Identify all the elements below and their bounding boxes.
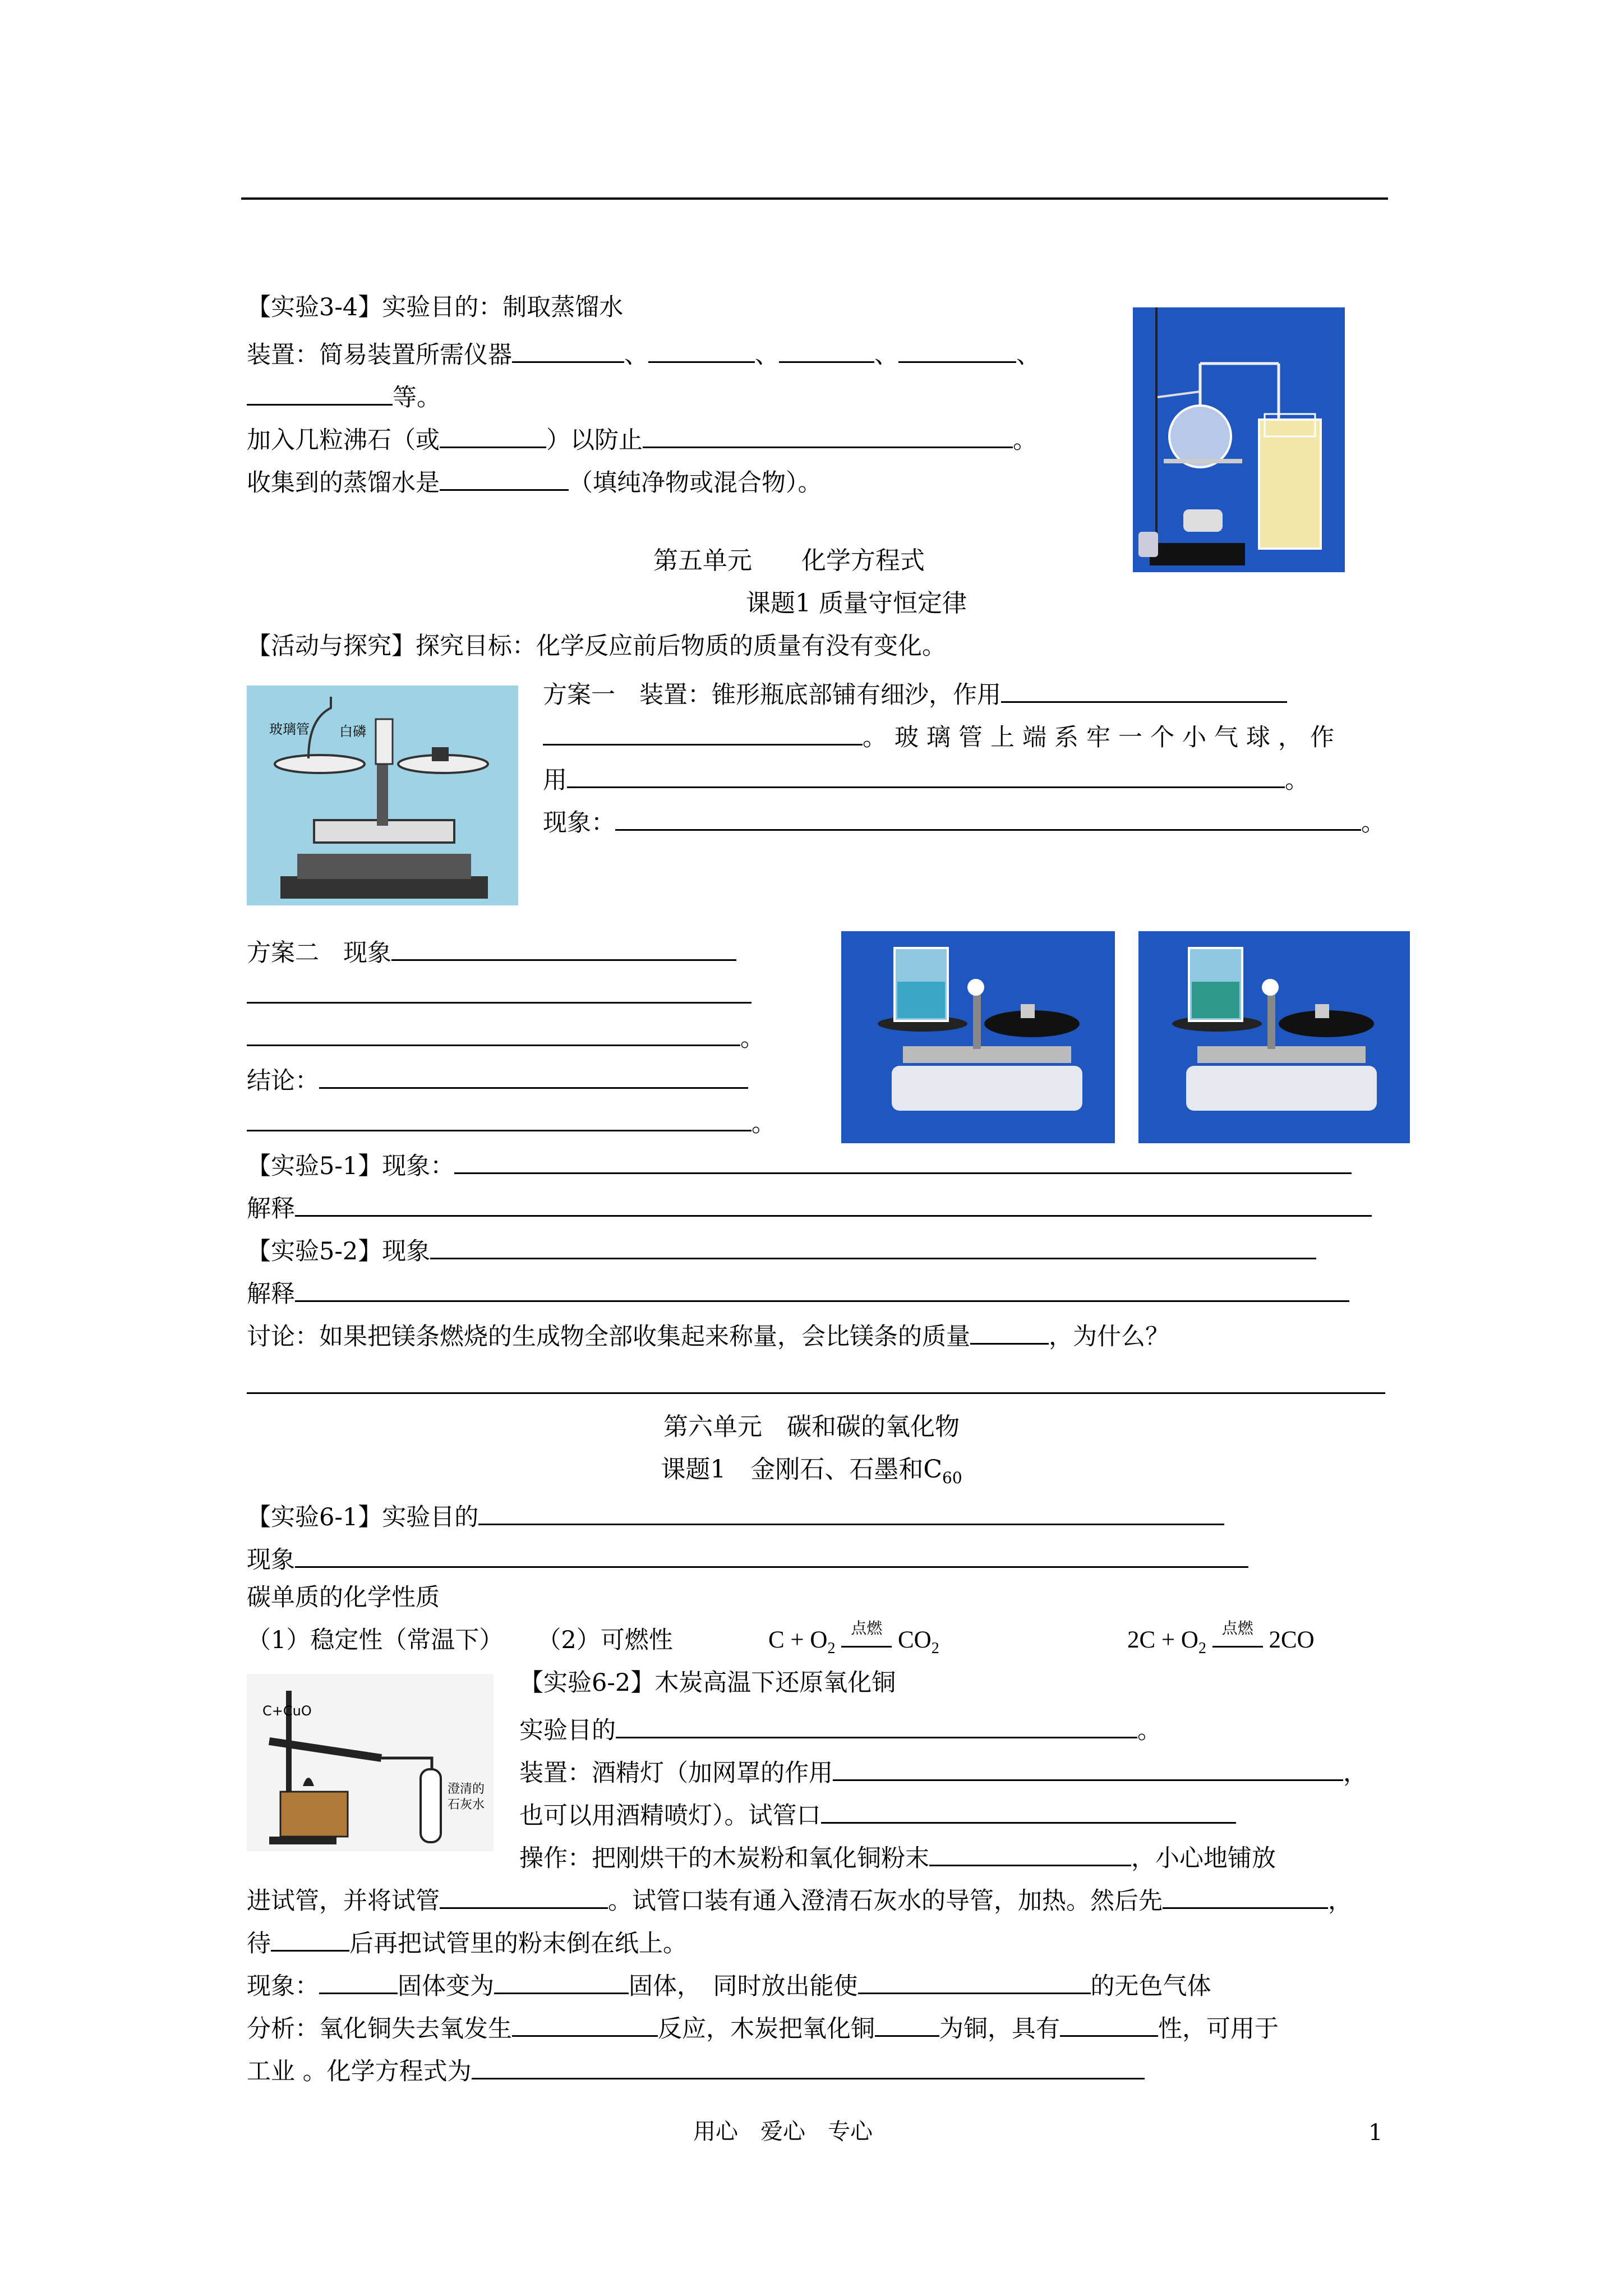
blank[interactable]: [271, 1922, 349, 1952]
blank[interactable]: [929, 1837, 1131, 1866]
exp62-op3: 待 后再把试管里的粉末倒在纸上。: [247, 1922, 687, 1961]
blank[interactable]: [616, 1709, 1137, 1738]
unit5-activity: 【活动与探究】探究目标：化学反应前后物质的质量有没有变化。: [247, 632, 946, 660]
blank[interactable]: [567, 758, 1285, 788]
plan2-line2: [247, 974, 751, 1013]
blank[interactable]: [833, 1751, 1343, 1781]
discussion-line: 讨论：如果把镁条燃烧的生成物全部收集起来称量，会比镁条的质量 ，为什么？: [247, 1315, 1169, 1354]
blank[interactable]: [1001, 673, 1287, 703]
exp62-equation: 工业 。化学方程式为: [247, 2050, 1145, 2088]
fig-label-cuo: C+CuO: [262, 1703, 312, 1719]
blank[interactable]: [821, 1794, 1236, 1824]
exp34-line4: 加入几粒沸石（或 ）以防止 。: [247, 418, 1037, 457]
blank[interactable]: [440, 461, 569, 491]
blank[interactable]: [1163, 1879, 1328, 1909]
header-rule: [241, 197, 1388, 200]
exp62-purpose: 实验目的 。: [519, 1709, 1161, 1747]
blank[interactable]: [247, 974, 751, 1004]
blank[interactable]: [319, 1059, 748, 1089]
blank[interactable]: [615, 801, 1361, 831]
blank[interactable]: [779, 333, 874, 363]
plan2-line5: 。: [247, 1102, 776, 1140]
exp51-line: 【实验5-1】现象：: [247, 1144, 1352, 1183]
blank[interactable]: [970, 1315, 1049, 1345]
blank[interactable]: [512, 2007, 658, 2037]
plan1-line1: 方案一 装置：锥形瓶底部铺有细沙，作用: [543, 673, 1287, 712]
condition-ignite: 点燃: [1212, 1630, 1263, 1648]
page-number: 1: [1368, 2120, 1383, 2146]
blank[interactable]: [543, 716, 863, 746]
blank[interactable]: [472, 2050, 1145, 2079]
blank[interactable]: [440, 418, 546, 448]
plan2-line1: 方案二 现象: [247, 931, 736, 970]
balance-photo-before: [841, 931, 1115, 1143]
unit6-title: 第六单元 碳和碳的氧化物: [663, 1412, 960, 1441]
exp62-title: 【实验6-2】木炭高温下还原氧化铜: [519, 1669, 896, 1697]
chem-props-heading: 碳单质的化学性质: [247, 1584, 440, 1612]
blank[interactable]: [295, 1272, 1349, 1302]
fig-label-lime: 澄清的石灰水: [448, 1782, 485, 1812]
exp34-line1: 【实验3-4】实验目的：制取蒸馏水: [247, 293, 624, 321]
blank[interactable]: [430, 1230, 1316, 1259]
exp51-explain: 解释: [247, 1187, 1372, 1226]
blank[interactable]: [478, 1496, 1224, 1525]
exp62-op2: 进试管，并将试管 。试管口装有通入澄清石灰水的导管，加热。然后先 ，: [247, 1879, 1352, 1918]
plan1-line2: 。玻璃管上端系牢一个小气球，作: [543, 716, 1342, 754]
exp62-phenomenon: 现象： 固体变为 固体， 同时放出能使 的无色气体: [247, 1964, 1211, 2003]
blank[interactable]: [440, 1879, 608, 1909]
blank[interactable]: [391, 931, 736, 961]
distillation-photo: [1133, 307, 1345, 572]
exp62-device: 装置：酒精灯（加网罩的作用 ，: [519, 1751, 1367, 1790]
blank[interactable]: [512, 333, 624, 363]
blank[interactable]: [648, 333, 755, 363]
plan2-conclusion: 结论：: [247, 1059, 748, 1098]
blank[interactable]: [295, 1538, 1248, 1568]
balance-figure: [247, 685, 518, 905]
plan1-line3: 用 。: [543, 758, 1309, 797]
equation-2: $2C + O_2$ 点燃 2CO: [1127, 1620, 1315, 1657]
blank[interactable]: [1060, 2007, 1158, 2037]
exp62-analysis: 分析：氧化铜失去氧发生 反应，木炭把氧化铜 为铜，具有 性，可用于: [247, 2007, 1279, 2046]
exp62-device2: 也可以用酒精喷灯）。试管口: [519, 1794, 1236, 1833]
exp52-explain: 解释: [247, 1272, 1349, 1311]
discussion-answer-rule[interactable]: [247, 1392, 1385, 1394]
plan2-line3: 。: [247, 1016, 764, 1055]
exp61-phenomenon: 现象: [247, 1538, 1248, 1577]
unit5-title: 第五单元 化学方程式: [653, 546, 925, 575]
exp34-line3: 等。: [247, 376, 441, 415]
blank[interactable]: [643, 418, 1013, 448]
equation-1: $C + O_2$ 点燃 $CO_2$: [768, 1620, 939, 1657]
blank[interactable]: [247, 1102, 751, 1131]
props-line: （1）稳定性（常温下） （2）可燃性: [247, 1626, 673, 1654]
exp52-line: 【实验5-2】现象: [247, 1230, 1316, 1268]
blank[interactable]: [875, 2007, 939, 2037]
blank[interactable]: [858, 1964, 1091, 1994]
blank[interactable]: [319, 1964, 398, 1994]
exp34-line5: 收集到的蒸馏水是 （填纯净物或混合物）。: [247, 461, 822, 500]
blank[interactable]: [898, 333, 1016, 363]
balance-photo-after: [1138, 931, 1410, 1143]
exp61-line: 【实验6-1】实验目的: [247, 1496, 1224, 1534]
footer-motto: 用心 爱心 专心: [693, 2119, 873, 2145]
fig-label-p: 白磷: [339, 724, 366, 739]
blank[interactable]: [247, 1016, 740, 1046]
blank[interactable]: [295, 1187, 1372, 1217]
blank[interactable]: [494, 1964, 629, 1994]
condition-ignite: 点燃: [841, 1630, 892, 1648]
cuo-reduction-figure: [247, 1674, 494, 1851]
exp62-op: 操作：把刚烘干的木炭粉和氧化铜粉末 ，小心地铺放: [519, 1837, 1276, 1875]
plan1-line4: 现象： 。: [543, 801, 1385, 840]
exp34-line2: 装置：简易装置所需仪器 、 、 、 、: [247, 333, 1040, 372]
fig-label-tube: 玻璃管: [269, 721, 310, 737]
blank[interactable]: [247, 376, 393, 406]
unit5-lesson: 课题1 质量守恒定律: [746, 589, 967, 618]
unit6-lesson: 课题1 金刚石、石墨和$C_{60}$: [661, 1455, 962, 1487]
blank[interactable]: [454, 1144, 1352, 1174]
